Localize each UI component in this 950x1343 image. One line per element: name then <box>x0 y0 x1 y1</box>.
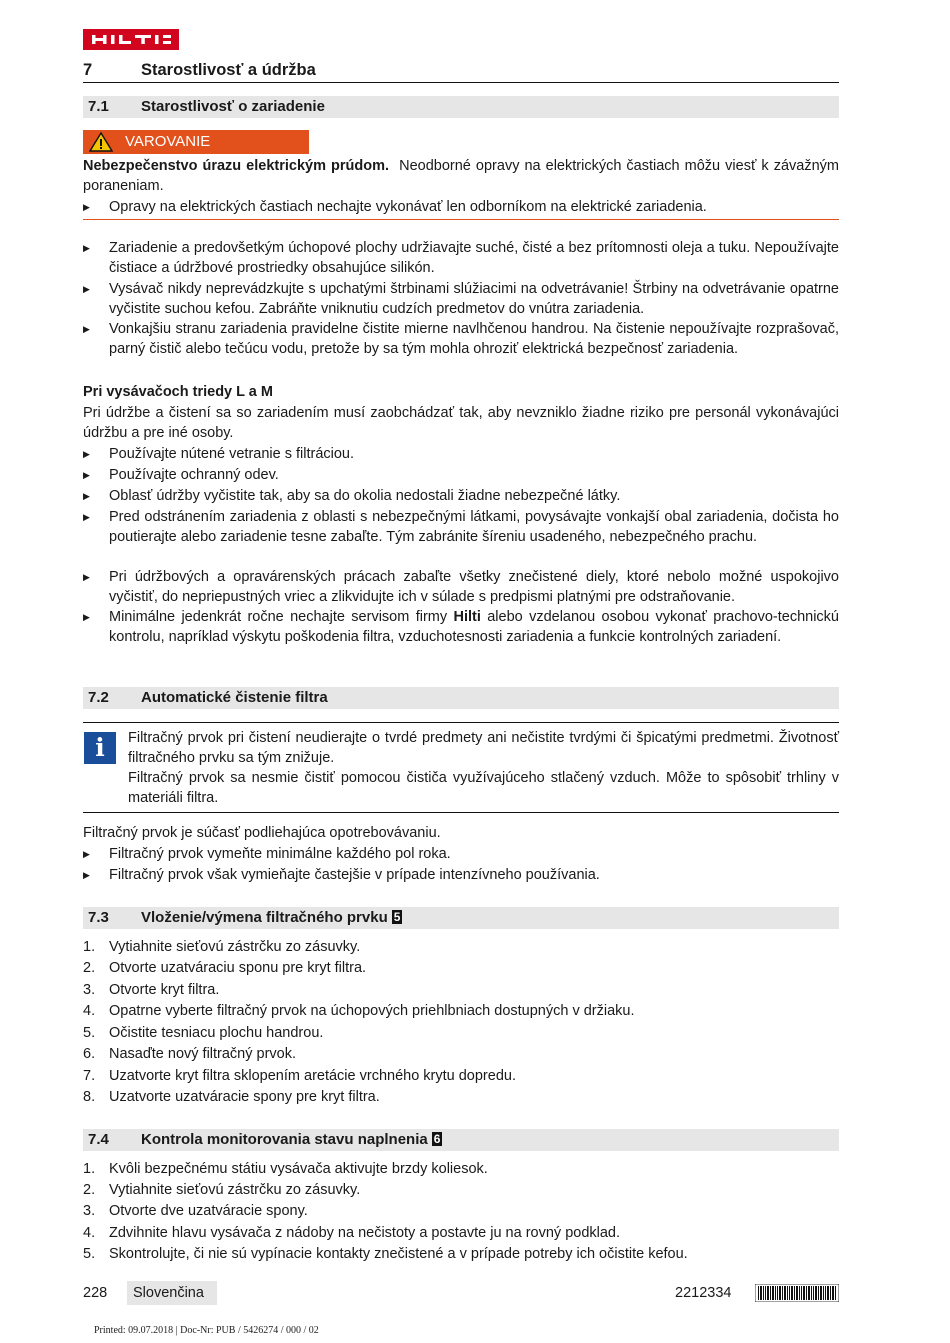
section-title: Kontrola monitorovania stavu naplnenia 6 <box>141 1131 441 1148</box>
note-rule-top <box>83 722 839 723</box>
list-item: ▶ Vonkajšiu stranu zariadenia pravidelne čistite mierne navlhčenou handrou. Na čistenie nepoužívajte rozprašovač, parný čistič alebo tečúcu vodu, pretože by sa tým mohla ohroziť elektrická bezpečnosť zariadenia. <box>83 321 839 357</box>
list-item: ▶ Vysávač nikdy neprevádzkujte s upchatými štrbinami slúžiacimi na odvetrávanie! Štrbiny na odvetrávanie opatrne vyčistite suchou kefou. Zabráňte vniknutiu cudzích predmetov do vnútra zariadenia. <box>83 281 839 317</box>
step-item: 6. Nasaďte nový filtračný prvok. <box>83 1046 297 1062</box>
warning-body: Neodborné opravy na elektrických častiach môžu viesť k závažným poraneniam. <box>83 158 839 194</box>
section-heading-7-1 <box>83 96 839 118</box>
step-item: 2. Otvorte uzatváraciu sponu pre kryt filtra. <box>83 960 367 976</box>
warning-bullet: ▶ Opravy na elektrických častiach nechajte vykonávať len odborníkom na elektrické zariadenia. <box>83 198 839 218</box>
wear-part-text: Filtračný prvok je súčasť podliehajúca opotrebovávaniu. <box>83 825 441 841</box>
warning-lead: Nebezpečenstvo úrazu elektrickým prúdom. <box>83 158 390 174</box>
section-heading-7-3 <box>83 907 839 929</box>
section-heading-7-4 <box>83 1129 839 1151</box>
step-item: 5. Očistite tesniacu plochu handrou. <box>83 1025 324 1041</box>
chapter-heading <box>83 60 839 83</box>
info-note-1: Filtračný prvok pri čistení neudierajte o tvrdé predmety ani nečistite tvrdými či špicatými predmetmi. Životnosť filtračného prvku sa tým znižuje. <box>128 730 839 766</box>
warning-text <box>83 157 839 196</box>
list-item: ▶ Filtračný prvok vymeňte minimálne každého pol roka. <box>83 846 451 862</box>
figure-reference: 6 <box>433 1132 441 1146</box>
info-note-2: Filtračný prvok sa nesmie čistiť pomocou čističa využívajúceho stlačený vzduch. Môže to spôsobiť trhliny v materiáli filtra. <box>128 770 839 806</box>
warning-rule <box>83 219 839 220</box>
list-item: ▶ Používajte nútené vetranie s filtráciou. <box>83 446 355 462</box>
step-item: 3. Otvorte dve uzatváracie spony. <box>83 1203 308 1219</box>
subheading: Pri vysávačoch triedy L a M <box>83 384 273 400</box>
chapter-number: 7 <box>83 61 93 79</box>
intro-paragraph: Pri údržbe a čistení sa so zariadením musí zaobchádzať tak, aby nevzniklo žiadne riziko pre personál vykonávajúci údržbu a pre iné osoby. <box>83 405 839 441</box>
list-item: ▶ Oblasť údržby vyčistite tak, aby sa do okolia nedostali žiadne nebezpečné látky. <box>83 488 621 504</box>
section-number: 7.1 <box>88 98 109 115</box>
step-item: 5. Skontrolujte, či nie sú vypínacie kontakty znečistené a v prípade potreby ich očistite kefou. <box>83 1246 688 1262</box>
note-rule-bottom <box>83 812 839 813</box>
chapter-title: Starostlivosť a údržba <box>141 61 316 79</box>
section-number: 7.2 <box>88 689 109 706</box>
warning-triangle-icon <box>89 132 113 152</box>
figure-reference: 5 <box>393 910 401 924</box>
step-item: 7. Uzatvorte kryt filtra sklopením aretácie vrchného krytu dopredu. <box>83 1068 516 1084</box>
document-code: 2212334 <box>675 1285 732 1301</box>
step-item: 4. Zdvihnite hlavu vysávača z nádoby na nečistoty a postavte ju na rovný podklad. <box>83 1225 621 1241</box>
print-info: Printed: 09.07.2018 | Doc-Nr: PUB / 5426274 / 000 / 02 <box>94 1325 319 1336</box>
step-item: 3. Otvorte kryt filtra. <box>83 982 220 998</box>
section-number: 7.4 <box>88 1131 109 1148</box>
list-item: ▶ Minimálne jedenkrát ročne nechajte servisom firmy Hilti alebo vzdelanou osobou vykonať prachovo-technickú kontrolu, napríklad výskytu poškodenia filtra, vzduchotesnosti zariadenia a funkcie kontrolných zariadení. <box>83 609 839 645</box>
list-item: ▶ Používajte ochranný odev. <box>83 467 279 483</box>
step-item: 2. Vytiahnite sieťovú zástrčku zo zásuvky. <box>83 1182 361 1198</box>
warning-label-box <box>83 130 309 154</box>
language-label: Slovenčina <box>133 1285 204 1301</box>
warning-label: VAROVANIE <box>125 133 211 150</box>
section-title: Automatické čistenie filtra <box>141 689 328 706</box>
list-item: ▶ Pred odstránením zariadenia z oblasti s nebezpečnými látkami, povysávajte vonkajší obal zariadenia, dočista ho poutierajte alebo zariadenie tesne zabaľte. Tým zabránite šíreniu usadeného, nebezpečného prachu. <box>83 509 839 545</box>
hilti-logo <box>83 29 179 50</box>
step-item: 1. Vytiahnite sieťovú zástrčku zo zásuvky. <box>83 939 361 955</box>
section-heading-7-2 <box>83 687 839 709</box>
brand-name: Hilti <box>453 609 481 625</box>
list-item: ▶ Filtračný prvok však vymieňajte častejšie v prípade intenzívneho používania. <box>83 867 600 883</box>
warning-bullet-text: Opravy na elektrických častiach nechajte vykonávať len odborníkom na elektrické zariadenia. <box>109 199 707 215</box>
section-number: 7.3 <box>88 909 109 926</box>
list-item: ▶ Pri údržbových a opravárenských prácach zabaľte všetky znečistené diely, ktoré nebolo možné uspokojivo vyčistiť, do nepriepustných vriec a zlikvidujte ich v súlade s predpismi platnými pre odstraňovanie. <box>83 569 839 605</box>
info-icon: i <box>84 732 116 764</box>
page-number: 228 <box>83 1285 108 1301</box>
step-item: 8. Uzatvorte uzatváracie spony pre kryt filtra. <box>83 1089 380 1105</box>
list-item: ▶ Zariadenie a predovšetkým úchopové plochy udržiavajte suché, čisté a bez prítomnosti oleja a tuku. Nepoužívajte čistiace a údržbové prostriedky obsahujúce silikón. <box>83 240 839 276</box>
section-title: Vloženie/výmena filtračného prvku 5 <box>141 909 401 926</box>
step-item: 1. Kvôli bezpečnému státiu vysávača aktivujte brzdy koliesok. <box>83 1161 488 1177</box>
language-tab <box>127 1281 217 1305</box>
barcode-icon <box>755 1284 839 1302</box>
step-item: 4. Opatrne vyberte filtračný prvok na úchopových priehlbniach dostupných v držiaku. <box>83 1003 635 1019</box>
section-title: Starostlivosť o zariadenie <box>141 98 325 115</box>
